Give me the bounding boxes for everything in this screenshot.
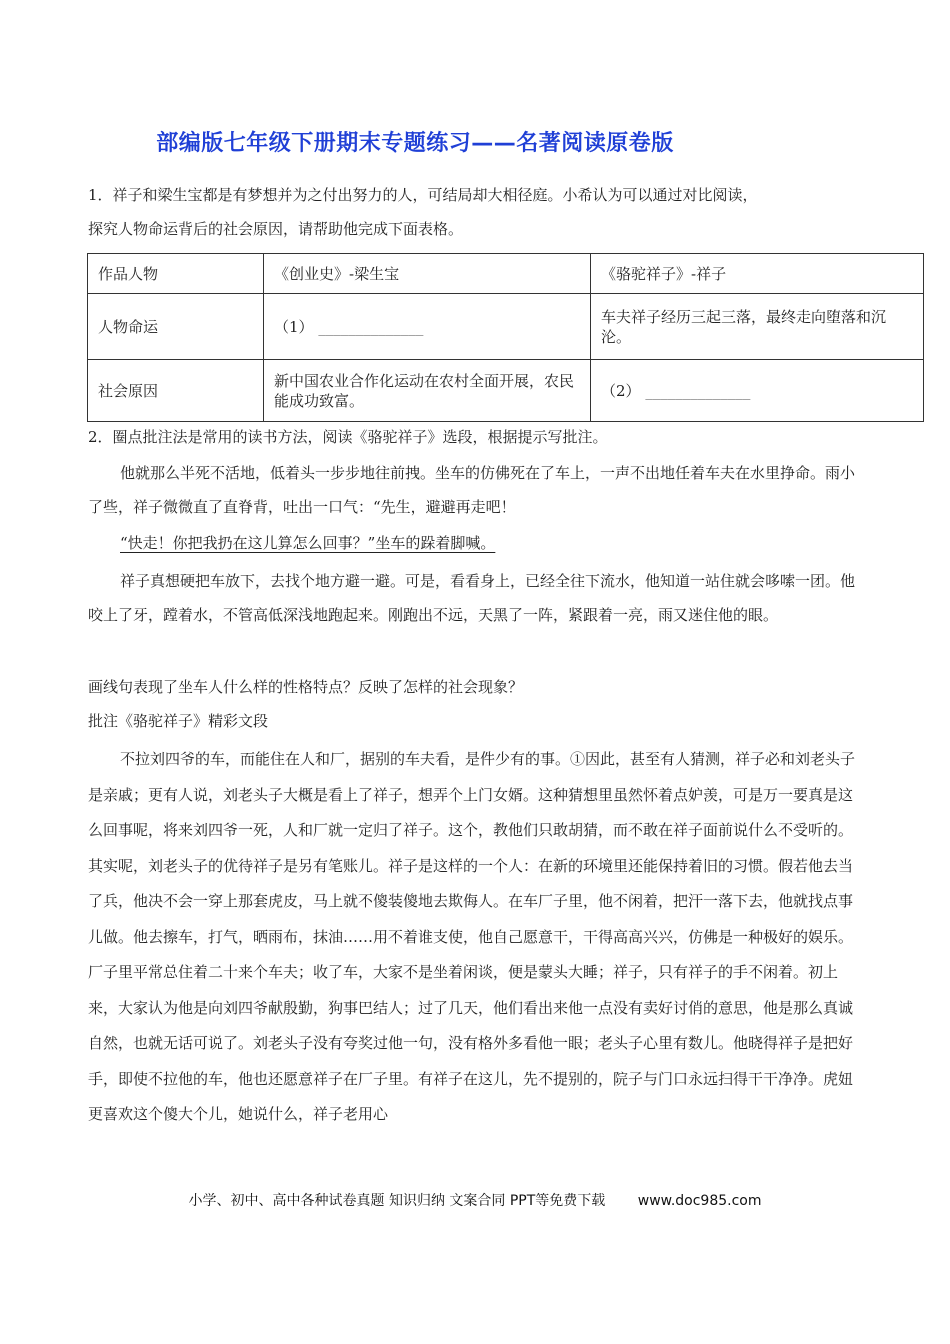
table-row (88, 254, 924, 294)
table-row (88, 294, 924, 360)
question-1-stem-line2: 探究人物命运背后的社会原因，请帮助他完成下面表格。 (88, 220, 464, 238)
footer-text: 小学、初中、高中各种试卷真题 知识归纳 文案合同 PPT等免费下载 (188, 1193, 606, 1209)
passage-paragraph-3: 祥子真想硬把车放下，去找个地方避一避。可是，看看身上，已经全往下流水，他知道一站住就会哆嗦一团。他咬上了牙，蹚着水，不管高低深浅地跑起来。刚跑出不远，天黑了一阵，紧跟着一亮，雨又迷住他的眼。 (88, 572, 856, 624)
passage-paragraph-2 (88, 526, 856, 560)
table-cell: 作品人物 (88, 254, 264, 294)
underlined-sentence: “快走！你把我扔在这儿算怎么回事？”坐车的跺着脚喊。 (120, 534, 496, 552)
question-1-stem (88, 178, 856, 246)
page-footer (0, 1190, 950, 1210)
section-subtitle: 批注《骆驼祥子》精彩文段 (88, 712, 269, 730)
table-cell: 社会原因 (88, 360, 264, 422)
table-row (88, 360, 924, 422)
comparison-table (87, 253, 924, 422)
page-title: 部编版七年级下册期末专题练习——名著阅读原卷版 (156, 131, 674, 156)
question-2-prompt: 画线句表现了坐车人什么样的性格特点？反映了怎样的社会现象？ (88, 678, 524, 696)
question-1-stem-line1: 1．祥子和梁生宝都是有梦想并为之付出努力的人，可结局却大相径庭。小希认为可以通过对比阅读， (88, 186, 758, 204)
table-cell: 新中国农业合作化运动在农村全面开展，农民能成功致富。 (264, 360, 591, 422)
table-cell: 《骆驼祥子》-祥子 (591, 254, 924, 294)
question-2-stem: 2．圈点批注法是常用的读书方法，阅读《骆驼祥子》选段，根据提示写批注。 (88, 428, 608, 446)
footer-site-link[interactable]: www.doc985.com (637, 1193, 762, 1209)
passage-paragraph-1: 他就那么半死不活地，低着头一步步地往前拽。坐车的仿佛死在了车上，一声不出地任着车夫在水里挣命。雨小了些，祥子微微直了直脊背，吐出一口气：“先生，避避再走吧！ (88, 464, 856, 516)
answer-blank-2[interactable]: ______________ (645, 381, 751, 400)
table-cell: 人物命运 (88, 294, 264, 360)
answer-cell-2[interactable] (591, 360, 924, 422)
table-cell: 车夫祥子经历三起三落，最终走向堕落和沉沦。 (591, 294, 924, 360)
answer-label-1: （1） (274, 317, 314, 336)
table-cell: 《创业史》-梁生宝 (264, 254, 591, 294)
passage-paragraph-4: 不拉刘四爷的车，而能住在人和厂，据别的车夫看，是件少有的事。①因此，甚至有人猜测，祥子必和刘老头子是亲戚；更有人说，刘老头子大概是看上了祥子，想弄个上门女婿。这种猜想里虽然怀着点妒羡，可是万一要真是这么回事呢，将来刘四爷一死，人和厂就一定归了祥子。这个，教他们只敢胡猜，而不敢在祥子面前说什么不受听的。其实呢，刘老头子的优待祥子是另有笔账儿。祥子是这样的一个人：在新的环境里还能保持着旧的习惯。假若他去当了兵，他决不会一穿上那套虎皮，马上就不傻装傻地去欺侮人。在车厂子里，他不闲着，把汗一落下去，他就找点事儿做。他去擦车，打气，晒雨布，抹油……用不着谁支使，他自己愿意干，干得高高兴兴，仿佛是一种极好的娱乐。厂子里平常总住着二十来个车夫；收了车，大家不是坐着闲谈，便是蒙头大睡；祥子，只有祥子的手不闲着。初上来，大家认为他是向刘四爷献殷勤，狗事巴结人；过了几天，他们看出来他一点没有卖好讨俏的意思，他是那么真诚自然，也就无话可说了。刘老头子没有夸奖过他一句，没有格外多看他一眼；老头子心里有数儿。他晓得祥子是把好手，即使不拉他的车，他也还愿意祥子在厂子里。有祥子在这儿，先不提别的，院子与门口永远扫得干干净净。虎妞更喜欢这个傻大个儿，她说什么，祥子老用心 (88, 750, 856, 1123)
answer-blank-1[interactable]: ______________ (318, 317, 424, 336)
answer-label-2: （2） (601, 381, 641, 400)
answer-cell-1[interactable] (264, 294, 591, 360)
